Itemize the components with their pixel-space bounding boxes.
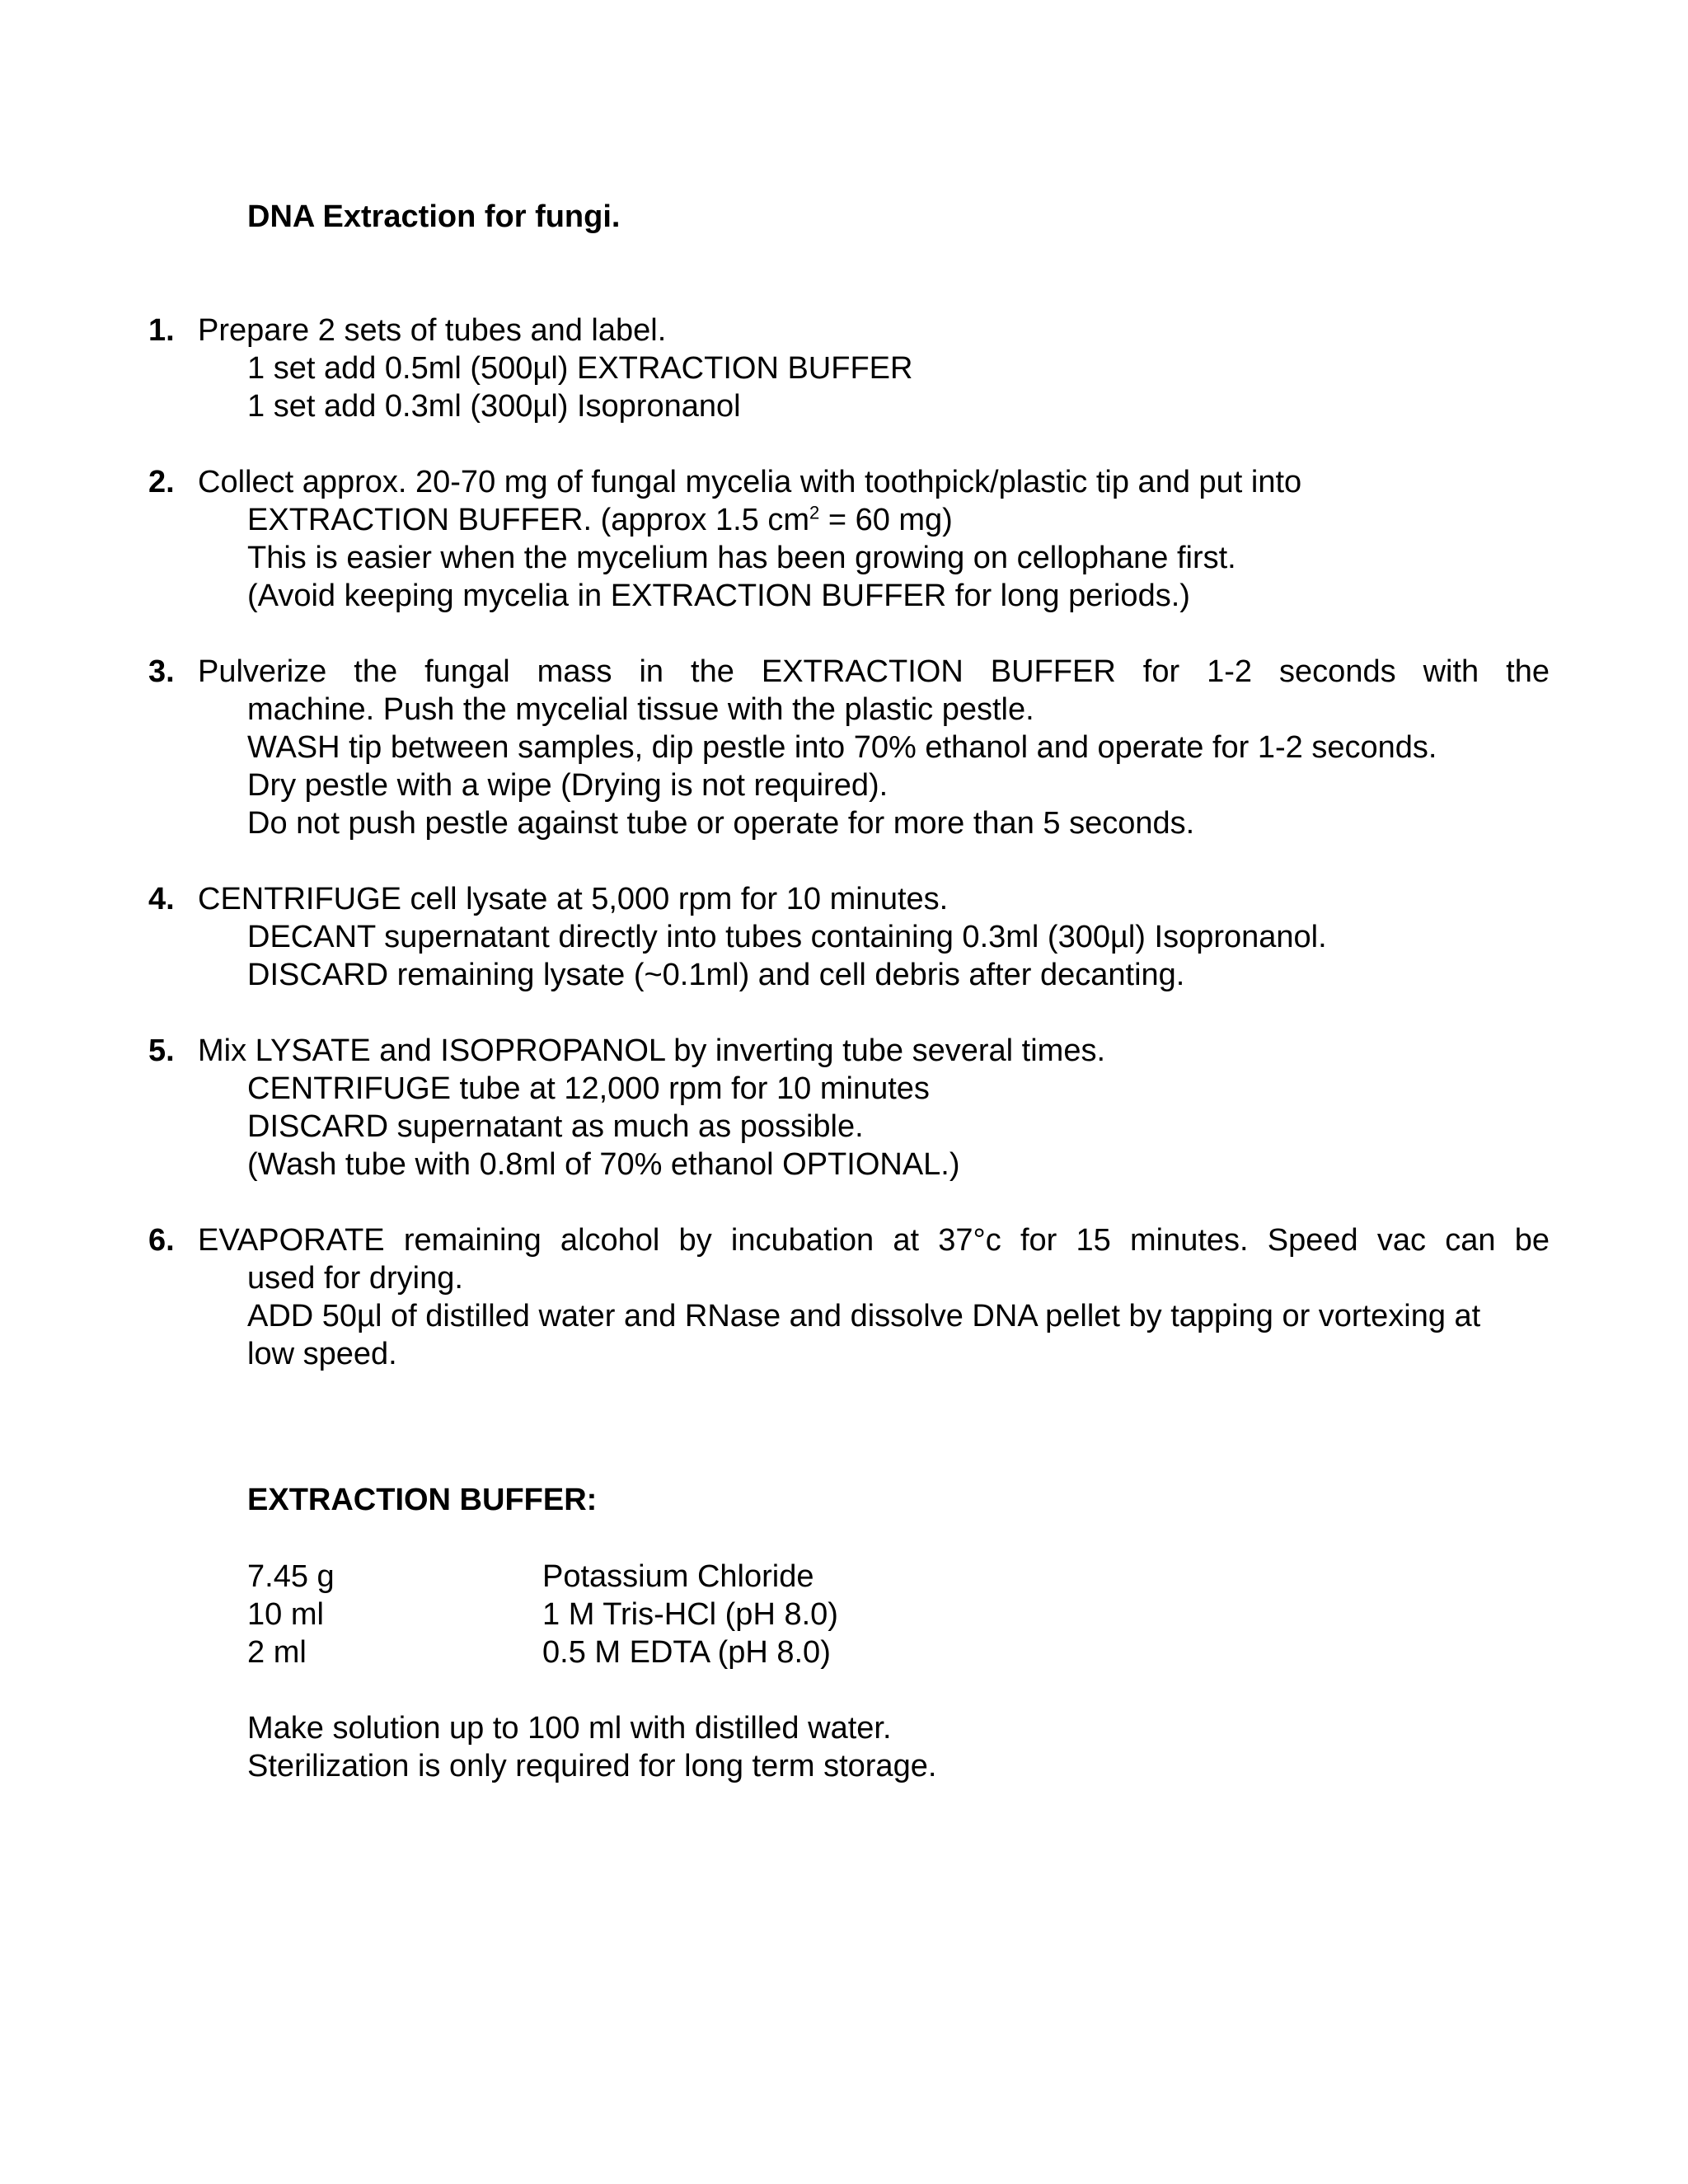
step-detail: DISCARD remaining lysate (~0.1ml) and cell debris after decanting. — [247, 958, 1185, 992]
reagent-name: 0.5 M EDTA (pH 8.0) — [542, 1635, 831, 1670]
reagent-amount: 7.45 g — [247, 1559, 335, 1594]
superscript: 2 — [809, 502, 820, 523]
protocol-steps — [148, 312, 1550, 1411]
table-row — [247, 1596, 838, 1633]
buffer-notes — [247, 1709, 936, 1785]
step-2 — [148, 463, 1550, 615]
step-detail-text: EXTRACTION BUFFER. (approx 1.5 cm — [247, 503, 810, 537]
step-number: 2. — [148, 465, 175, 499]
step-number: 4. — [148, 882, 175, 916]
step-detail: low speed. — [247, 1337, 397, 1371]
step-detail: ADD 50µl of distilled water and RNase and dissolve DNA pellet by tapping or vortexing at — [247, 1299, 1481, 1333]
step-detail: used for drying. — [247, 1261, 463, 1296]
buffer-heading: EXTRACTION BUFFER: — [247, 1483, 598, 1517]
step-text: EVAPORATE remaining alcohol by incubation at 37°c for 15 minutes. Speed vac can be — [198, 1223, 1550, 1258]
step-text: Mix LYSATE and ISOPROPANOL by inverting tube several times. — [198, 1033, 1106, 1068]
step-detail: (Avoid keeping mycelia in EXTRACTION BUFFER for long periods.) — [247, 579, 1190, 613]
step-number: 5. — [148, 1033, 175, 1068]
step-detail: CENTRIFUGE tube at 12,000 rpm for 10 minutes — [247, 1071, 930, 1106]
step-number: 3. — [148, 654, 175, 689]
step-detail: This is easier when the mycelium has been growing on cellophane first. — [247, 541, 1236, 575]
step-number: 1. — [148, 313, 175, 348]
document-title: DNA Extraction for fungi. — [247, 199, 621, 234]
buffer-recipe-table — [247, 1558, 838, 1671]
step-detail: 1 set add 0.3ml (300µl) Isopronanol — [247, 389, 741, 424]
reagent-amount: 2 ml — [247, 1635, 307, 1670]
step-number: 6. — [148, 1223, 175, 1258]
step-detail: Dry pestle with a wipe (Drying is not required). — [247, 768, 889, 803]
table-row — [247, 1633, 838, 1671]
step-6 — [148, 1221, 1550, 1373]
step-text: Prepare 2 sets of tubes and label. — [198, 313, 667, 348]
buffer-note: Sterilization is only required for long term storage. — [247, 1749, 937, 1783]
table-row — [247, 1558, 838, 1596]
reagent-amount: 10 ml — [247, 1597, 324, 1632]
step-detail: 1 set add 0.5ml (500µl) EXTRACTION BUFFER — [247, 351, 913, 386]
step-text: Collect approx. 20-70 mg of fungal mycelia with toothpick/plastic tip and put into — [198, 465, 1302, 499]
step-detail-text: = 60 mg) — [819, 503, 953, 537]
step-text: Pulverize the fungal mass in the EXTRACTION BUFFER for 1-2 seconds with the — [198, 654, 1550, 689]
step-text: CENTRIFUGE cell lysate at 5,000 rpm for 10 minutes. — [198, 882, 949, 916]
step-5 — [148, 1032, 1550, 1183]
reagent-name: 1 M Tris-HCl (pH 8.0) — [542, 1597, 838, 1632]
step-3 — [148, 653, 1550, 842]
step-detail: machine. Push the mycelial tissue with the plastic pestle. — [247, 692, 1034, 727]
reagent-name: Potassium Chloride — [542, 1559, 814, 1594]
step-detail — [198, 501, 1550, 539]
step-4 — [148, 880, 1550, 994]
step-detail: WASH tip between samples, dip pestle into 70% ethanol and operate for 1-2 seconds. — [247, 730, 1437, 765]
step-detail: DISCARD supernatant as much as possible. — [247, 1109, 864, 1144]
step-1 — [148, 312, 1550, 425]
step-detail: (Wash tube with 0.8ml of 70% ethanol OPTIONAL.) — [247, 1147, 960, 1182]
step-detail: Do not push pestle against tube or operate for more than 5 seconds. — [247, 806, 1195, 841]
buffer-note: Make solution up to 100 ml with distilled water. — [247, 1711, 892, 1746]
step-detail: DECANT supernatant directly into tubes containing 0.3ml (300µl) Isopronanol. — [247, 920, 1327, 954]
